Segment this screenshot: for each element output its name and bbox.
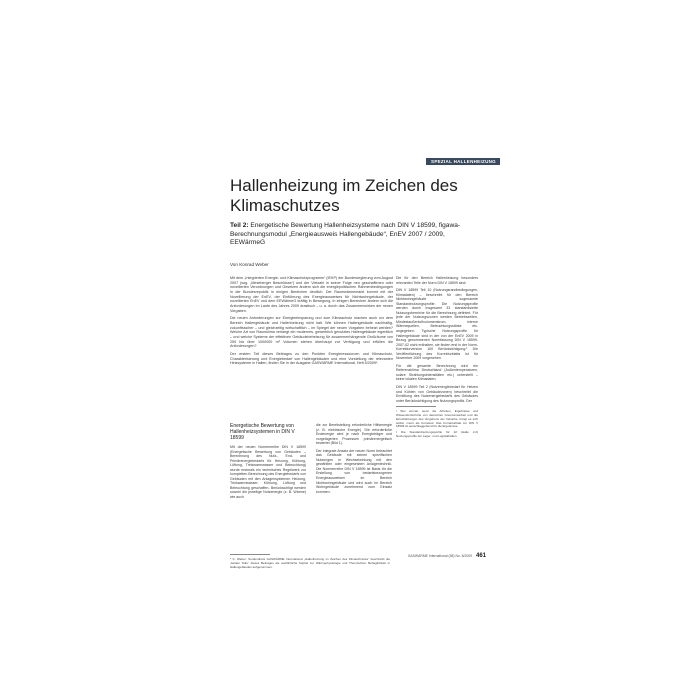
footnote-left-separator [230, 554, 270, 555]
right-paragraph-1: Die für den Bereich Hallenheizung besonders relevanten Teile der Norm DIN V 18599 sind: [396, 276, 478, 285]
abstract-paragraph-1: Mit dem „Integrierten Energie- und Klimaschutzprogramm“ (IEKP) der Bundesregierung vom August 2007 (sog. „Meseberger Beschlüsse“) und der Vielzahl in seiner Folge neu geschaffenen oder novellierten Verordnungen und Gesetzen ändern sich die energiepolitischen Rahmenbedingungen in der Bundesrepublik in einigen Bereichen deutlich. Der Raumwärmemarkt kommt mit der Novellierung der EnEV, der Einführung des Energieausweises für Nichtwohngebäude, der novellierten EnEV und dem EEWärmeG kräftig in Bewegung, in einigen Bereichen ändern sich die Anforderungen im Laufe des Jahres 2009 drastisch – u. a. durch das Zusammenwirken der neuen Vorgaben. [230, 276, 393, 313]
footnote-separator [396, 406, 436, 407]
footnote-left-block [230, 551, 390, 571]
journal-page [200, 158, 500, 568]
footnote-2: ² Die Standardnutzungsprofile für 22 (Halle 2.2) Nutzungsprofile der Lager- und Logistikhallen. [396, 430, 478, 438]
right-paragraph-2: DIN V 18599 Teil 10 (Nutzungsrandbedingungen, Klimadaten) – beschreibt für den Bereich Nichtwohngebäude sogenannte Standardnutzungsprofile. Die Nutzungsprofile werden durch insgesamt 33 standardisierte Nutzungsbereiche für die Berechnung definiert. Für jede der Nutzungszonen werden Betriebszeiten, Mindestaußenluftvolumenstrom, interne Wärmequellen, Beleuchtungsstärke etc. angegeben. Typische Nutzungsprofile für Hallengebäude sind in der von der EnEV 2009 in Bezug genommenen Normfassung DIN V 18599-2007-02 nicht enthalten, sie finden erst in der Norm-Korrekturversion 100 Berücksichtigung.¹ Die Veröffentlichung des Korrekturblatts ist für November 2009 vorgesehen. [396, 288, 478, 361]
page-footer [408, 553, 486, 559]
right-paragraph-3: Für die gesamte Berechnung wird ein Referenzklima Deutschland (Außentemperaturen, solare Strahlungsintensitäten etc.) unterstellt – keine lokalen Klimadaten. [396, 363, 478, 382]
footnote-left: * K. Weber: Sonderdruck GASWÄRME International „Hallenheizung im Zeichen des Klimaschutzes“ beschreibt die „beiden Teile“ dieses Beitrages als ausführliche Kapitel zur Wärmephysiologie und Thermischen Behaglichkeit in Hallengebäuden aufgenommen. [230, 557, 390, 569]
right-column [396, 276, 478, 441]
section-tag: SPEZIAL HALLENHEIZUNG [426, 158, 500, 165]
section-heading: Energetische Bewertung von Hallenheizsystemen in DIN V 18599 [230, 423, 295, 441]
abstract-paragraph-2: Die neuen Anforderungen zur Energieeinsparung und zum Klimaschutz machen auch vor dem Bereich Hallengebäude und Hallenheizung nicht halt. Wie können Hallengebäude nachhaltig, zukunftssicher – und gleichzeitig wirtschaftlich – im Spiegel der neuen Vorgaben beheizt werden? Welche Art von Raumklima verlangt ein modernes, gewerblich genutztes Hallengebäude eigentlich – und welche Systeme der effektiven Gebäudebeheizung für zusammenhängende Großräume von 250 bis über 1000000 m³ Volumen stehen überhaupt zur Verfügung und erfüllen die Anforderungen? [230, 316, 393, 349]
author-line: Von Konrad Weber [230, 262, 269, 267]
subtitle-text: Energetische Bewertung Hallenheizsysteme nach DIN V 18599, figawa-Berechnungsmodul „Energieausweis Hallengebäude“, EnEV 2007 / 2009, EEWärmeG [230, 222, 461, 247]
mid-paragraph-2: Der integrale Ansatz der neuen Norm betrachtet das Gebäude mit seinen spezifischen Nutzungen in Wechselwirkung mit den gewählten oder eingesetzten Anlagentechnik. Die Normenreihe DIN V 18599 ist Basis für die Erstellung von bedarfsbezogenen Energieausweisen im Bereich Nichtwohngebäude und wird auch im Bereich Wohngebäude zunehmend zum Einsatz kommen. [316, 448, 392, 494]
page-number: 461 [475, 553, 486, 559]
left-paragraph-1: Mit der neuen Normenreihe DIN V 18599 (Energetische Bewertung von Gebäuden – Berechnung des Nutz-, End- und Primärenergiebedarfs für Heizung, Kühlung, Lüftung, Trinkwarmwasser und Beleuchtung) wurde erstmals ein technisches Regelwerk zur kompletten Berechnung des Energiebedarfs von Gebäuden mit den Anlagensystemen Heizung, Trinkwarmwasser, Kühlung, Lüftung und Beleuchtung geschaffen. Berücksichtigt werden sowohl die jeweilige Nutzenergie (z. B. Wärme) wie auch [230, 445, 306, 500]
mid-paragraph-1: die zur Bereitstellung erforderliche Hilfsenergie (z. B. elektrische Energie). Die erforderliche Endenergie wird je nach Energieträger und vorgelagerten Prozessen primärenergetisch bewertet (Bild 1). [316, 423, 392, 446]
footnote-1: ¹ Wer einmal, wenn die Arbeiten, Ergebnisse und Wissensfortschritte von deutschen Gremiumsarbeit und die Einschätzungen des Vorgehens der Industrie, bringt es sich selbst, meint als Korrektur. Das Korrekturblatt zur DIN V 18599 ist ausschlaggebend für die Ergebnisse. [396, 409, 478, 429]
left-column [230, 423, 306, 503]
article-title: Hallenheizung im Zeichen des Klimaschutzes [230, 176, 458, 215]
subtitle-lead: Teil 2: [230, 222, 249, 229]
journal-reference: GASWÄRME International (58) No. 8/2009 [407, 554, 473, 558]
article-subtitle [230, 222, 466, 248]
right-paragraph-4: DIN V 18599 Teil 2 (Nutzenergiebedarf für Heizen und Kühlen von Gebäudezonen) beschreibt die Ermittlung des Nutzenergiebedarfs des Gebäudes unter Berücksichtigung des Nutzungsprofils. Der [396, 385, 478, 403]
middle-column [316, 423, 392, 497]
abstract-paragraph-3: Der erstem Teil dieses Beitrages zu den Punkten Energieressourcen und Klimaschutz, Charakterisierung und Energiebedarf von Hallengebäuden und eine Vorstellung der relevanten Heizsysteme in Hallen, finden Sie in der Ausgabe GASWÄRME International, Heft 5/2009*. [230, 351, 393, 366]
abstract [230, 276, 393, 369]
